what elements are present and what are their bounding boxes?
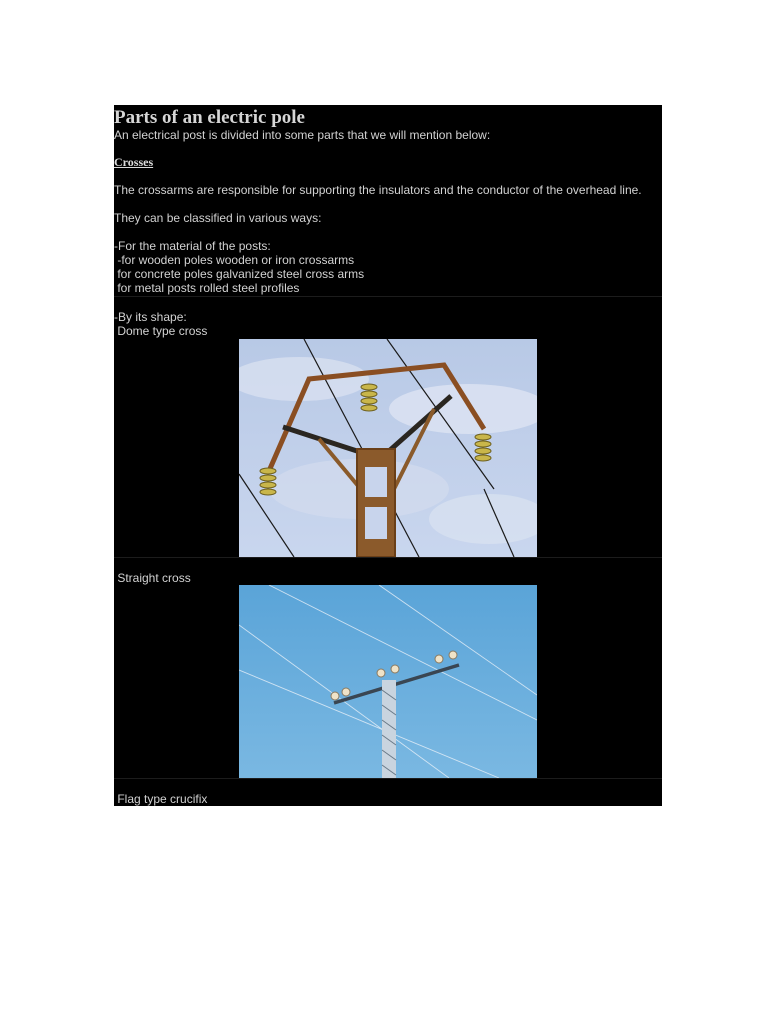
divider xyxy=(114,296,662,297)
material-item: -for wooden poles wooden or iron crossarms xyxy=(114,253,355,267)
material-item: for metal posts rolled steel profiles xyxy=(114,281,300,295)
material-item: for concrete poles galvanized steel cross arms xyxy=(114,267,365,281)
straight-cross-photo xyxy=(239,585,537,778)
divider xyxy=(114,778,662,779)
intro-text: An electrical post is divided into some parts that we will mention below: xyxy=(114,128,491,142)
page-title: Parts of an electric pole xyxy=(114,107,305,128)
divider xyxy=(114,557,662,558)
classification-text: They can be classified in various ways: xyxy=(114,211,322,225)
section-heading-crosses: Crosses xyxy=(114,155,154,169)
material-heading: -For the material of the posts: xyxy=(114,239,271,253)
dome-cross-photo xyxy=(239,339,537,557)
shape-item-flag: Flag type crucifix xyxy=(114,792,208,806)
crossarms-description: The crossarms are responsible for supporting the insulators and the conductor of the overhead line. xyxy=(114,183,642,197)
shape-heading: -By its shape: xyxy=(114,310,187,324)
shape-item-dome: Dome type cross xyxy=(114,324,208,338)
shape-item-straight: Straight cross xyxy=(114,571,191,585)
document-page xyxy=(114,105,662,806)
